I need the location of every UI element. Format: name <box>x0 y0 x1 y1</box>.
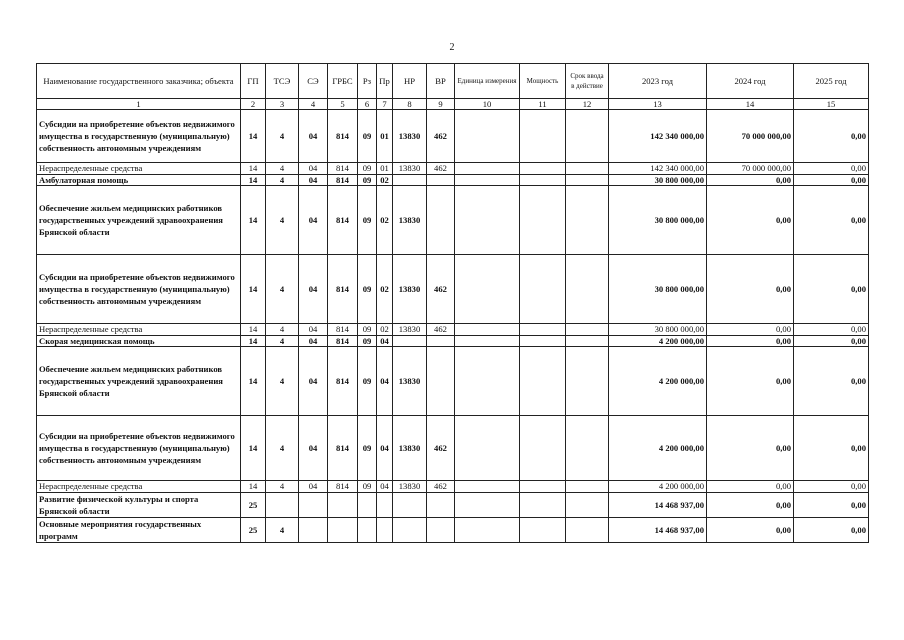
cell-unit <box>455 324 520 336</box>
cell-2025: 0,00 <box>794 347 869 416</box>
cell-deadline <box>566 324 609 336</box>
cell-2025: 0,00 <box>794 163 869 175</box>
cell-gp: 14 <box>241 416 266 481</box>
cell-rz: 09 <box>358 324 377 336</box>
cell-2024: 0,00 <box>707 347 794 416</box>
cell-2024: 0,00 <box>707 481 794 493</box>
cell-grbs: 814 <box>328 416 358 481</box>
cell-se: 04 <box>299 175 328 186</box>
row-name: Обеспечение жильем медицинских работников государственных учреждений здравоохранения Брянской области <box>37 347 241 416</box>
cell-2025: 0,00 <box>794 493 869 518</box>
cell-2024: 0,00 <box>707 416 794 481</box>
cell-pr: 04 <box>377 416 393 481</box>
cell-pr: 01 <box>377 163 393 175</box>
cell-deadline <box>566 336 609 347</box>
cell-se: 04 <box>299 186 328 255</box>
cell-gp: 25 <box>241 493 266 518</box>
column-number: 7 <box>377 99 393 110</box>
cell-tse: 4 <box>266 324 299 336</box>
cell-2023: 4 200 000,00 <box>609 336 707 347</box>
cell-2023: 30 800 000,00 <box>609 186 707 255</box>
cell-vr <box>427 347 455 416</box>
cell-capacity <box>520 347 566 416</box>
cell-unit <box>455 175 520 186</box>
cell-2023: 14 468 937,00 <box>609 518 707 543</box>
cell-unit <box>455 336 520 347</box>
table-row <box>37 493 869 518</box>
cell-gp: 14 <box>241 347 266 416</box>
cell-2025: 0,00 <box>794 175 869 186</box>
cell-pr <box>377 518 393 543</box>
cell-rz: 09 <box>358 163 377 175</box>
cell-rz: 09 <box>358 336 377 347</box>
row-name: Развитие физической культуры и спорта Брянской области <box>37 493 241 518</box>
header-2023: 2023 год <box>609 64 707 99</box>
cell-rz: 09 <box>358 186 377 255</box>
header-name: Наименование государственного заказчика; объекта <box>37 64 241 99</box>
column-number: 11 <box>520 99 566 110</box>
cell-2023: 4 200 000,00 <box>609 416 707 481</box>
cell-unit <box>455 347 520 416</box>
column-number: 12 <box>566 99 609 110</box>
column-number: 2 <box>241 99 266 110</box>
row-name: Нераспределенные средства <box>37 481 241 493</box>
table-row <box>37 347 869 416</box>
cell-gp: 25 <box>241 518 266 543</box>
header-capacity: Мощность <box>520 64 566 99</box>
column-number: 3 <box>266 99 299 110</box>
header-se: СЭ <box>299 64 328 99</box>
cell-tse: 4 <box>266 416 299 481</box>
table-header-row <box>37 64 869 99</box>
cell-tse: 4 <box>266 163 299 175</box>
cell-tse: 4 <box>266 347 299 416</box>
cell-2024: 0,00 <box>707 186 794 255</box>
header-gp: ГП <box>241 64 266 99</box>
cell-nr: 13830 <box>393 255 427 324</box>
cell-gp: 14 <box>241 324 266 336</box>
cell-nr: 13830 <box>393 347 427 416</box>
table-row <box>37 416 869 481</box>
cell-2023: 142 340 000,00 <box>609 110 707 163</box>
row-name: Обеспечение жильем медицинских работников государственных учреждений здравоохранения Брянской области <box>37 186 241 255</box>
cell-pr: 02 <box>377 324 393 336</box>
cell-2024: 0,00 <box>707 255 794 324</box>
cell-vr: 462 <box>427 416 455 481</box>
cell-nr: 13830 <box>393 186 427 255</box>
cell-se: 04 <box>299 163 328 175</box>
column-number: 8 <box>393 99 427 110</box>
table-row <box>37 518 869 543</box>
cell-deadline <box>566 347 609 416</box>
header-grbs: ГРБС <box>328 64 358 99</box>
cell-gp: 14 <box>241 110 266 163</box>
cell-vr <box>427 336 455 347</box>
cell-deadline <box>566 186 609 255</box>
cell-deadline <box>566 493 609 518</box>
table-row <box>37 186 869 255</box>
table-row <box>37 175 869 186</box>
cell-nr: 13830 <box>393 416 427 481</box>
column-number: 10 <box>455 99 520 110</box>
cell-grbs <box>328 493 358 518</box>
cell-grbs <box>328 518 358 543</box>
cell-nr <box>393 518 427 543</box>
cell-se: 04 <box>299 481 328 493</box>
cell-capacity <box>520 110 566 163</box>
row-name: Нераспределенные средства <box>37 324 241 336</box>
cell-se: 04 <box>299 336 328 347</box>
cell-unit <box>455 493 520 518</box>
cell-capacity <box>520 336 566 347</box>
cell-pr: 04 <box>377 336 393 347</box>
cell-2023: 30 800 000,00 <box>609 324 707 336</box>
cell-deadline <box>566 518 609 543</box>
cell-pr: 02 <box>377 255 393 324</box>
column-number-row <box>37 99 869 110</box>
cell-se: 04 <box>299 416 328 481</box>
cell-unit <box>455 255 520 324</box>
cell-deadline <box>566 163 609 175</box>
cell-rz: 09 <box>358 175 377 186</box>
cell-2024: 0,00 <box>707 518 794 543</box>
cell-rz: 09 <box>358 110 377 163</box>
table-body <box>37 110 869 543</box>
cell-rz: 09 <box>358 347 377 416</box>
cell-gp: 14 <box>241 186 266 255</box>
cell-se: 04 <box>299 347 328 416</box>
cell-2024: 70 000 000,00 <box>707 110 794 163</box>
cell-gp: 14 <box>241 175 266 186</box>
cell-capacity <box>520 493 566 518</box>
cell-vr <box>427 493 455 518</box>
header-vr: ВР <box>427 64 455 99</box>
cell-vr: 462 <box>427 163 455 175</box>
cell-nr: 13830 <box>393 110 427 163</box>
cell-tse: 4 <box>266 175 299 186</box>
column-number: 1 <box>37 99 241 110</box>
cell-vr: 462 <box>427 324 455 336</box>
cell-grbs: 814 <box>328 255 358 324</box>
header-rz: Рз <box>358 64 377 99</box>
cell-grbs: 814 <box>328 175 358 186</box>
row-name: Субсидии на приобретение объектов недвижимого имущества в государственную (муниципальную) собственность автономным учреждениям <box>37 110 241 163</box>
cell-2024: 0,00 <box>707 336 794 347</box>
cell-rz: 09 <box>358 416 377 481</box>
column-number: 14 <box>707 99 794 110</box>
cell-nr: 13830 <box>393 324 427 336</box>
cell-gp: 14 <box>241 163 266 175</box>
cell-2025: 0,00 <box>794 416 869 481</box>
cell-2023: 142 340 000,00 <box>609 163 707 175</box>
cell-unit <box>455 518 520 543</box>
cell-2024: 0,00 <box>707 324 794 336</box>
cell-nr: 13830 <box>393 481 427 493</box>
cell-pr: 04 <box>377 347 393 416</box>
header-tse: ТСЭ <box>266 64 299 99</box>
cell-2025: 0,00 <box>794 255 869 324</box>
cell-2023: 4 200 000,00 <box>609 347 707 416</box>
row-name: Скорая медицинская помощь <box>37 336 241 347</box>
cell-rz <box>358 518 377 543</box>
row-name: Основные мероприятия государственных программ <box>37 518 241 543</box>
cell-deadline <box>566 481 609 493</box>
column-number: 13 <box>609 99 707 110</box>
cell-gp: 14 <box>241 255 266 324</box>
cell-gp: 14 <box>241 481 266 493</box>
cell-2023: 30 800 000,00 <box>609 255 707 324</box>
table-row <box>37 481 869 493</box>
cell-capacity <box>520 416 566 481</box>
cell-grbs: 814 <box>328 324 358 336</box>
cell-grbs: 814 <box>328 347 358 416</box>
cell-tse: 4 <box>266 481 299 493</box>
cell-se: 04 <box>299 110 328 163</box>
cell-pr: 04 <box>377 481 393 493</box>
cell-nr <box>393 175 427 186</box>
header-2025: 2025 год <box>794 64 869 99</box>
cell-grbs: 814 <box>328 336 358 347</box>
cell-capacity <box>520 163 566 175</box>
column-number: 4 <box>299 99 328 110</box>
capital-investment-table <box>36 63 869 543</box>
cell-tse: 4 <box>266 110 299 163</box>
cell-nr <box>393 336 427 347</box>
cell-2023: 30 800 000,00 <box>609 175 707 186</box>
table-row <box>37 255 869 324</box>
cell-se <box>299 518 328 543</box>
cell-vr: 462 <box>427 110 455 163</box>
cell-vr: 462 <box>427 255 455 324</box>
cell-deadline <box>566 416 609 481</box>
cell-vr <box>427 186 455 255</box>
cell-pr: 01 <box>377 110 393 163</box>
cell-tse: 4 <box>266 336 299 347</box>
header-pr: Пр <box>377 64 393 99</box>
cell-vr: 462 <box>427 481 455 493</box>
cell-2025: 0,00 <box>794 481 869 493</box>
header-unit: Единица измерения <box>455 64 520 99</box>
column-number: 6 <box>358 99 377 110</box>
cell-pr: 02 <box>377 175 393 186</box>
cell-capacity <box>520 481 566 493</box>
cell-2025: 0,00 <box>794 186 869 255</box>
cell-2024: 70 000 000,00 <box>707 163 794 175</box>
cell-rz <box>358 493 377 518</box>
header-nr: НР <box>393 64 427 99</box>
cell-2023: 14 468 937,00 <box>609 493 707 518</box>
table-row <box>37 110 869 163</box>
cell-unit <box>455 186 520 255</box>
cell-nr <box>393 493 427 518</box>
column-number: 5 <box>328 99 358 110</box>
cell-tse: 4 <box>266 518 299 543</box>
cell-unit <box>455 110 520 163</box>
cell-2025: 0,00 <box>794 336 869 347</box>
cell-pr: 02 <box>377 186 393 255</box>
cell-unit <box>455 416 520 481</box>
cell-pr <box>377 493 393 518</box>
cell-se: 04 <box>299 255 328 324</box>
row-name: Субсидии на приобретение объектов недвижимого имущества в государственную (муниципальную) собственность автономным учреждениям <box>37 416 241 481</box>
column-number: 15 <box>794 99 869 110</box>
table-row <box>37 163 869 175</box>
header-2024: 2024 год <box>707 64 794 99</box>
cell-capacity <box>520 255 566 324</box>
cell-se: 04 <box>299 324 328 336</box>
cell-capacity <box>520 175 566 186</box>
cell-capacity <box>520 324 566 336</box>
cell-2025: 0,00 <box>794 324 869 336</box>
header-deadline: Срок ввода в действие <box>566 64 609 99</box>
cell-capacity <box>520 186 566 255</box>
cell-se <box>299 493 328 518</box>
cell-tse: 4 <box>266 186 299 255</box>
cell-nr: 13830 <box>393 163 427 175</box>
cell-2023: 4 200 000,00 <box>609 481 707 493</box>
cell-deadline <box>566 255 609 324</box>
column-number: 9 <box>427 99 455 110</box>
cell-gp: 14 <box>241 336 266 347</box>
cell-2024: 0,00 <box>707 175 794 186</box>
cell-deadline <box>566 175 609 186</box>
cell-grbs: 814 <box>328 163 358 175</box>
cell-tse: 4 <box>266 255 299 324</box>
cell-grbs: 814 <box>328 481 358 493</box>
cell-unit <box>455 481 520 493</box>
table-row <box>37 324 869 336</box>
cell-grbs: 814 <box>328 186 358 255</box>
row-name: Нераспределенные средства <box>37 163 241 175</box>
cell-tse <box>266 493 299 518</box>
cell-rz: 09 <box>358 481 377 493</box>
cell-capacity <box>520 518 566 543</box>
cell-deadline <box>566 110 609 163</box>
cell-vr <box>427 175 455 186</box>
cell-2025: 0,00 <box>794 518 869 543</box>
cell-vr <box>427 518 455 543</box>
cell-grbs: 814 <box>328 110 358 163</box>
cell-2024: 0,00 <box>707 493 794 518</box>
row-name: Амбулаторная помощь <box>37 175 241 186</box>
cell-rz: 09 <box>358 255 377 324</box>
cell-unit <box>455 163 520 175</box>
row-name: Субсидии на приобретение объектов недвижимого имущества в государственную (муниципальную) собственность автономным учреждениям <box>37 255 241 324</box>
table-row <box>37 336 869 347</box>
page-number: 2 <box>449 42 455 53</box>
cell-2025: 0,00 <box>794 110 869 163</box>
